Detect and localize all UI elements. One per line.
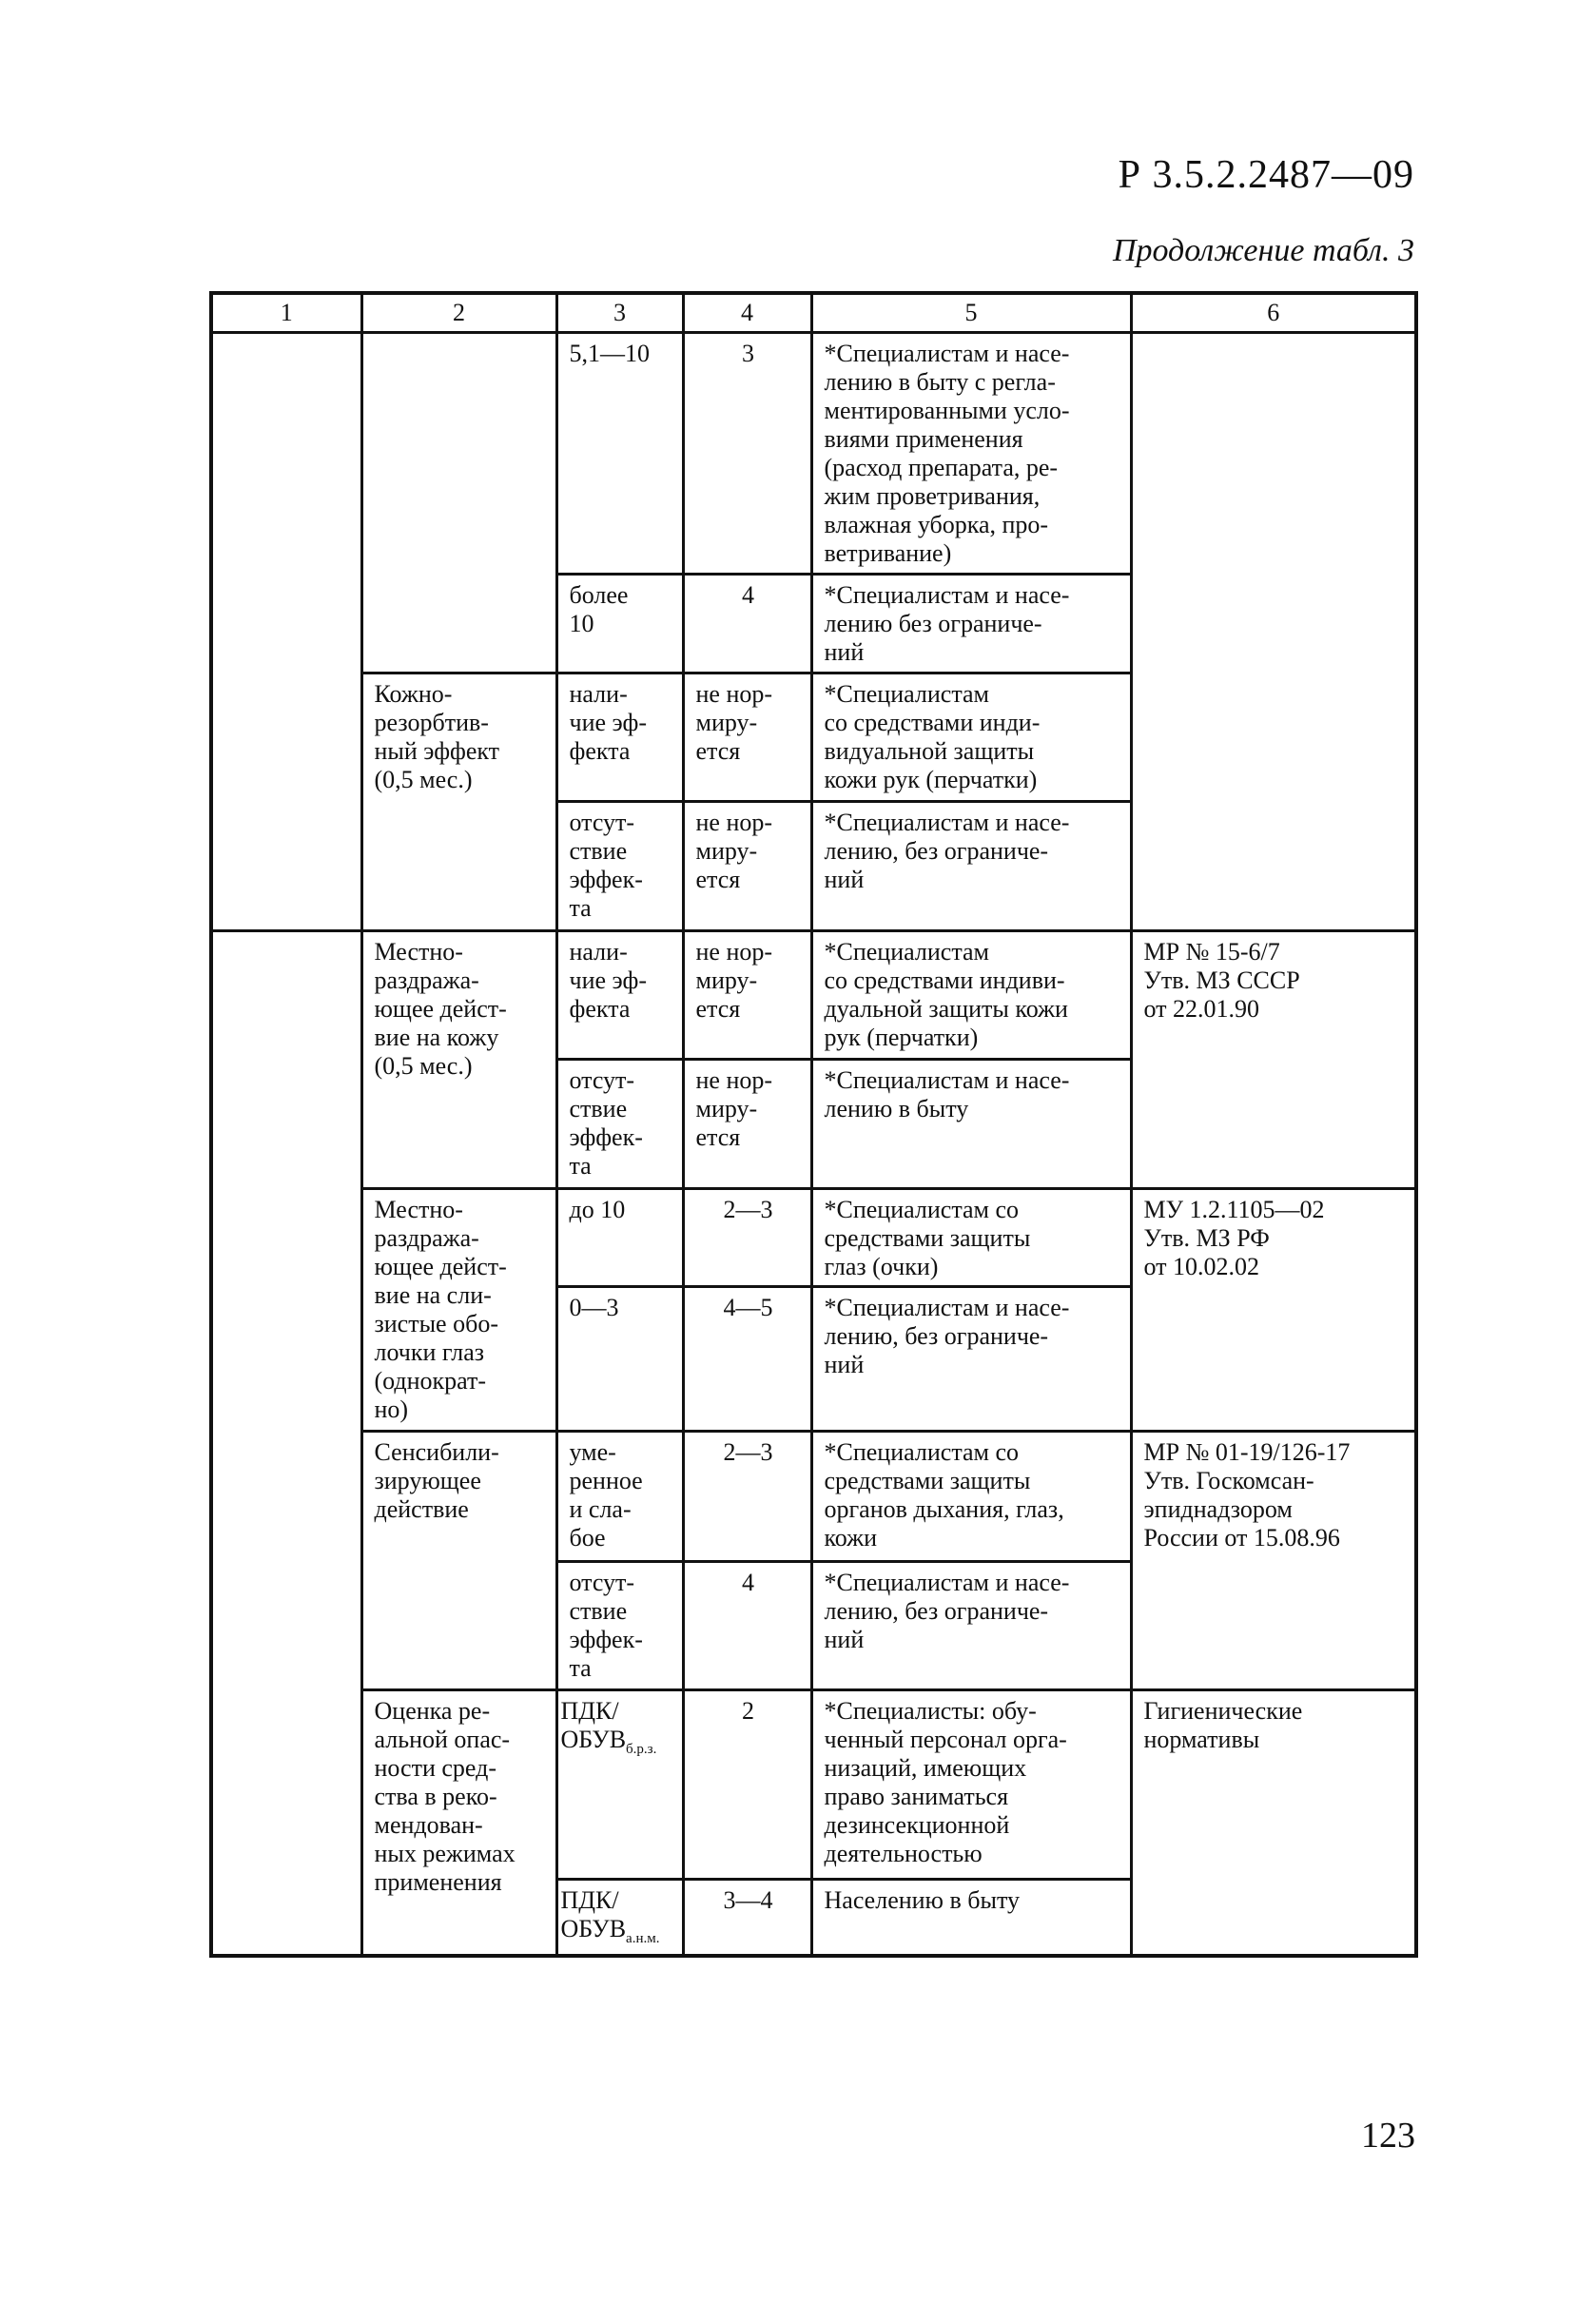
column-header: 4	[683, 293, 811, 333]
table-cell: Населению в быту	[811, 1880, 1131, 1956]
table-cell: *Специалистам и насе- лению в быту	[811, 1060, 1131, 1189]
table-cell: не нор- миру- ется	[683, 673, 811, 802]
table-cell: Сенсибили- зирующее действие	[361, 1432, 556, 1690]
table-cell: МУ 1.2.1105—02 Утв. МЗ РФ от 10.02.02	[1131, 1189, 1416, 1432]
table-cell: *Специалистам и насе- лению в быту с регла- ментированными усло- виями применения (расход препарата, ре- жим проветривания, влажная уборка, про- ветривание)	[811, 333, 1131, 575]
measure-subscript: б.р.з.	[626, 1742, 657, 1757]
table-cell: 2	[683, 1690, 811, 1880]
table-cell	[361, 333, 556, 673]
table-row	[211, 931, 1416, 1060]
table-cell: отсут- ствие эффек- та	[556, 1562, 683, 1690]
column-header: 1	[211, 293, 361, 333]
measure-subscript: а.н.м.	[626, 1931, 660, 1946]
table-cell: *Специалистам и насе- лению, без ограниче- ний	[811, 1562, 1131, 1690]
table-cell: *Специалистам и насе- лению, без ограниче- ний	[811, 1287, 1131, 1432]
column-header-row	[211, 293, 1416, 333]
table-cell: *Специалистам и насе- лению без ограниче- ний	[811, 575, 1131, 673]
table-cell: Местно- раздража- ющее дейст- вие на кожу (0,5 мес.)	[361, 931, 556, 1189]
table-cell	[1131, 333, 1416, 931]
table-cell: 4	[683, 575, 811, 673]
table-row	[211, 1189, 1416, 1287]
table-cell: МР № 15-6/7 Утв. МЗ СССР от 22.01.90	[1131, 931, 1416, 1189]
table-cell: *Специалисты: обу- ченный персонал орга- низаций, имеющих право заниматься дезинсекционной деятельностью	[811, 1690, 1131, 1880]
table-cell: Местно- раздража- ющее дейст- вие на сли- зистые обо- лочки глаз (однократ- но)	[361, 1189, 556, 1432]
table-cell: 4	[683, 1562, 811, 1690]
table-row	[211, 1690, 1416, 1880]
table-row	[211, 1432, 1416, 1562]
table-cell: нали- чие эф- фекта	[556, 931, 683, 1060]
table-cell: Кожно- резорбтив- ный эффект (0,5 мес.)	[361, 673, 556, 931]
table-cell: 2—3	[683, 1189, 811, 1287]
table-cell: отсут- ствие эффек- та	[556, 802, 683, 931]
column-header: 5	[811, 293, 1131, 333]
table-continuation-label: Продолжение табл. 3	[1112, 233, 1414, 268]
page-number: 123	[1361, 2116, 1415, 2156]
table-cell: *Специалистам со средствами индиви- дуальной защиты кожи рук (перчатки)	[811, 931, 1131, 1060]
measure-label: ПДК/ ОБУВ	[560, 1886, 627, 1942]
table-cell: 3—4	[683, 1880, 811, 1956]
table-cell: Оценка ре- альной опас- ности сред- ства в реко- мендован- ных режимах применения	[361, 1690, 556, 1956]
table-cell: Гигиенические нормативы	[1131, 1690, 1416, 1956]
table-cell: 5,1—10	[556, 333, 683, 575]
hygiene-table	[209, 291, 1418, 1958]
table-cell: *Специалистам и насе- лению, без ограниче- ний	[811, 802, 1131, 931]
table-cell: 0—3	[556, 1287, 683, 1432]
column-header: 3	[556, 293, 683, 333]
table-cell: отсут- ствие эффек- та	[556, 1060, 683, 1189]
table-cell	[556, 1880, 683, 1956]
column-header: 6	[1131, 293, 1416, 333]
table-cell	[211, 931, 361, 1956]
table-cell	[211, 333, 361, 931]
table-cell	[556, 1690, 683, 1880]
column-header: 2	[361, 293, 556, 333]
table-cell: не нор- миру- ется	[683, 802, 811, 931]
document-code: Р 3.5.2.2487—09	[1118, 153, 1414, 197]
table-cell: *Специалистам со средствами защиты глаз (очки)	[811, 1189, 1131, 1287]
table-cell: *Специалистам со средствами защиты органов дыхания, глаз, кожи	[811, 1432, 1131, 1562]
table-cell: не нор- миру- ется	[683, 931, 811, 1060]
table-cell: более 10	[556, 575, 683, 673]
table-cell: 3	[683, 333, 811, 575]
table-cell: 2—3	[683, 1432, 811, 1562]
measure-label: ПДК/ ОБУВ	[560, 1697, 627, 1753]
table-cell: уме- ренное и сла- бое	[556, 1432, 683, 1562]
table-cell: *Специалистам со средствами инди- видуальной защиты кожи рук (перчатки)	[811, 673, 1131, 802]
table-cell: МР № 01-19/126-17 Утв. Госкомсан- эпиднадзором России от 15.08.96	[1131, 1432, 1416, 1690]
table-cell: нали- чие эф- фекта	[556, 673, 683, 802]
table-row	[211, 333, 1416, 575]
table-cell: не нор- миру- ется	[683, 1060, 811, 1189]
table-cell: 4—5	[683, 1287, 811, 1432]
table-cell: до 10	[556, 1189, 683, 1287]
